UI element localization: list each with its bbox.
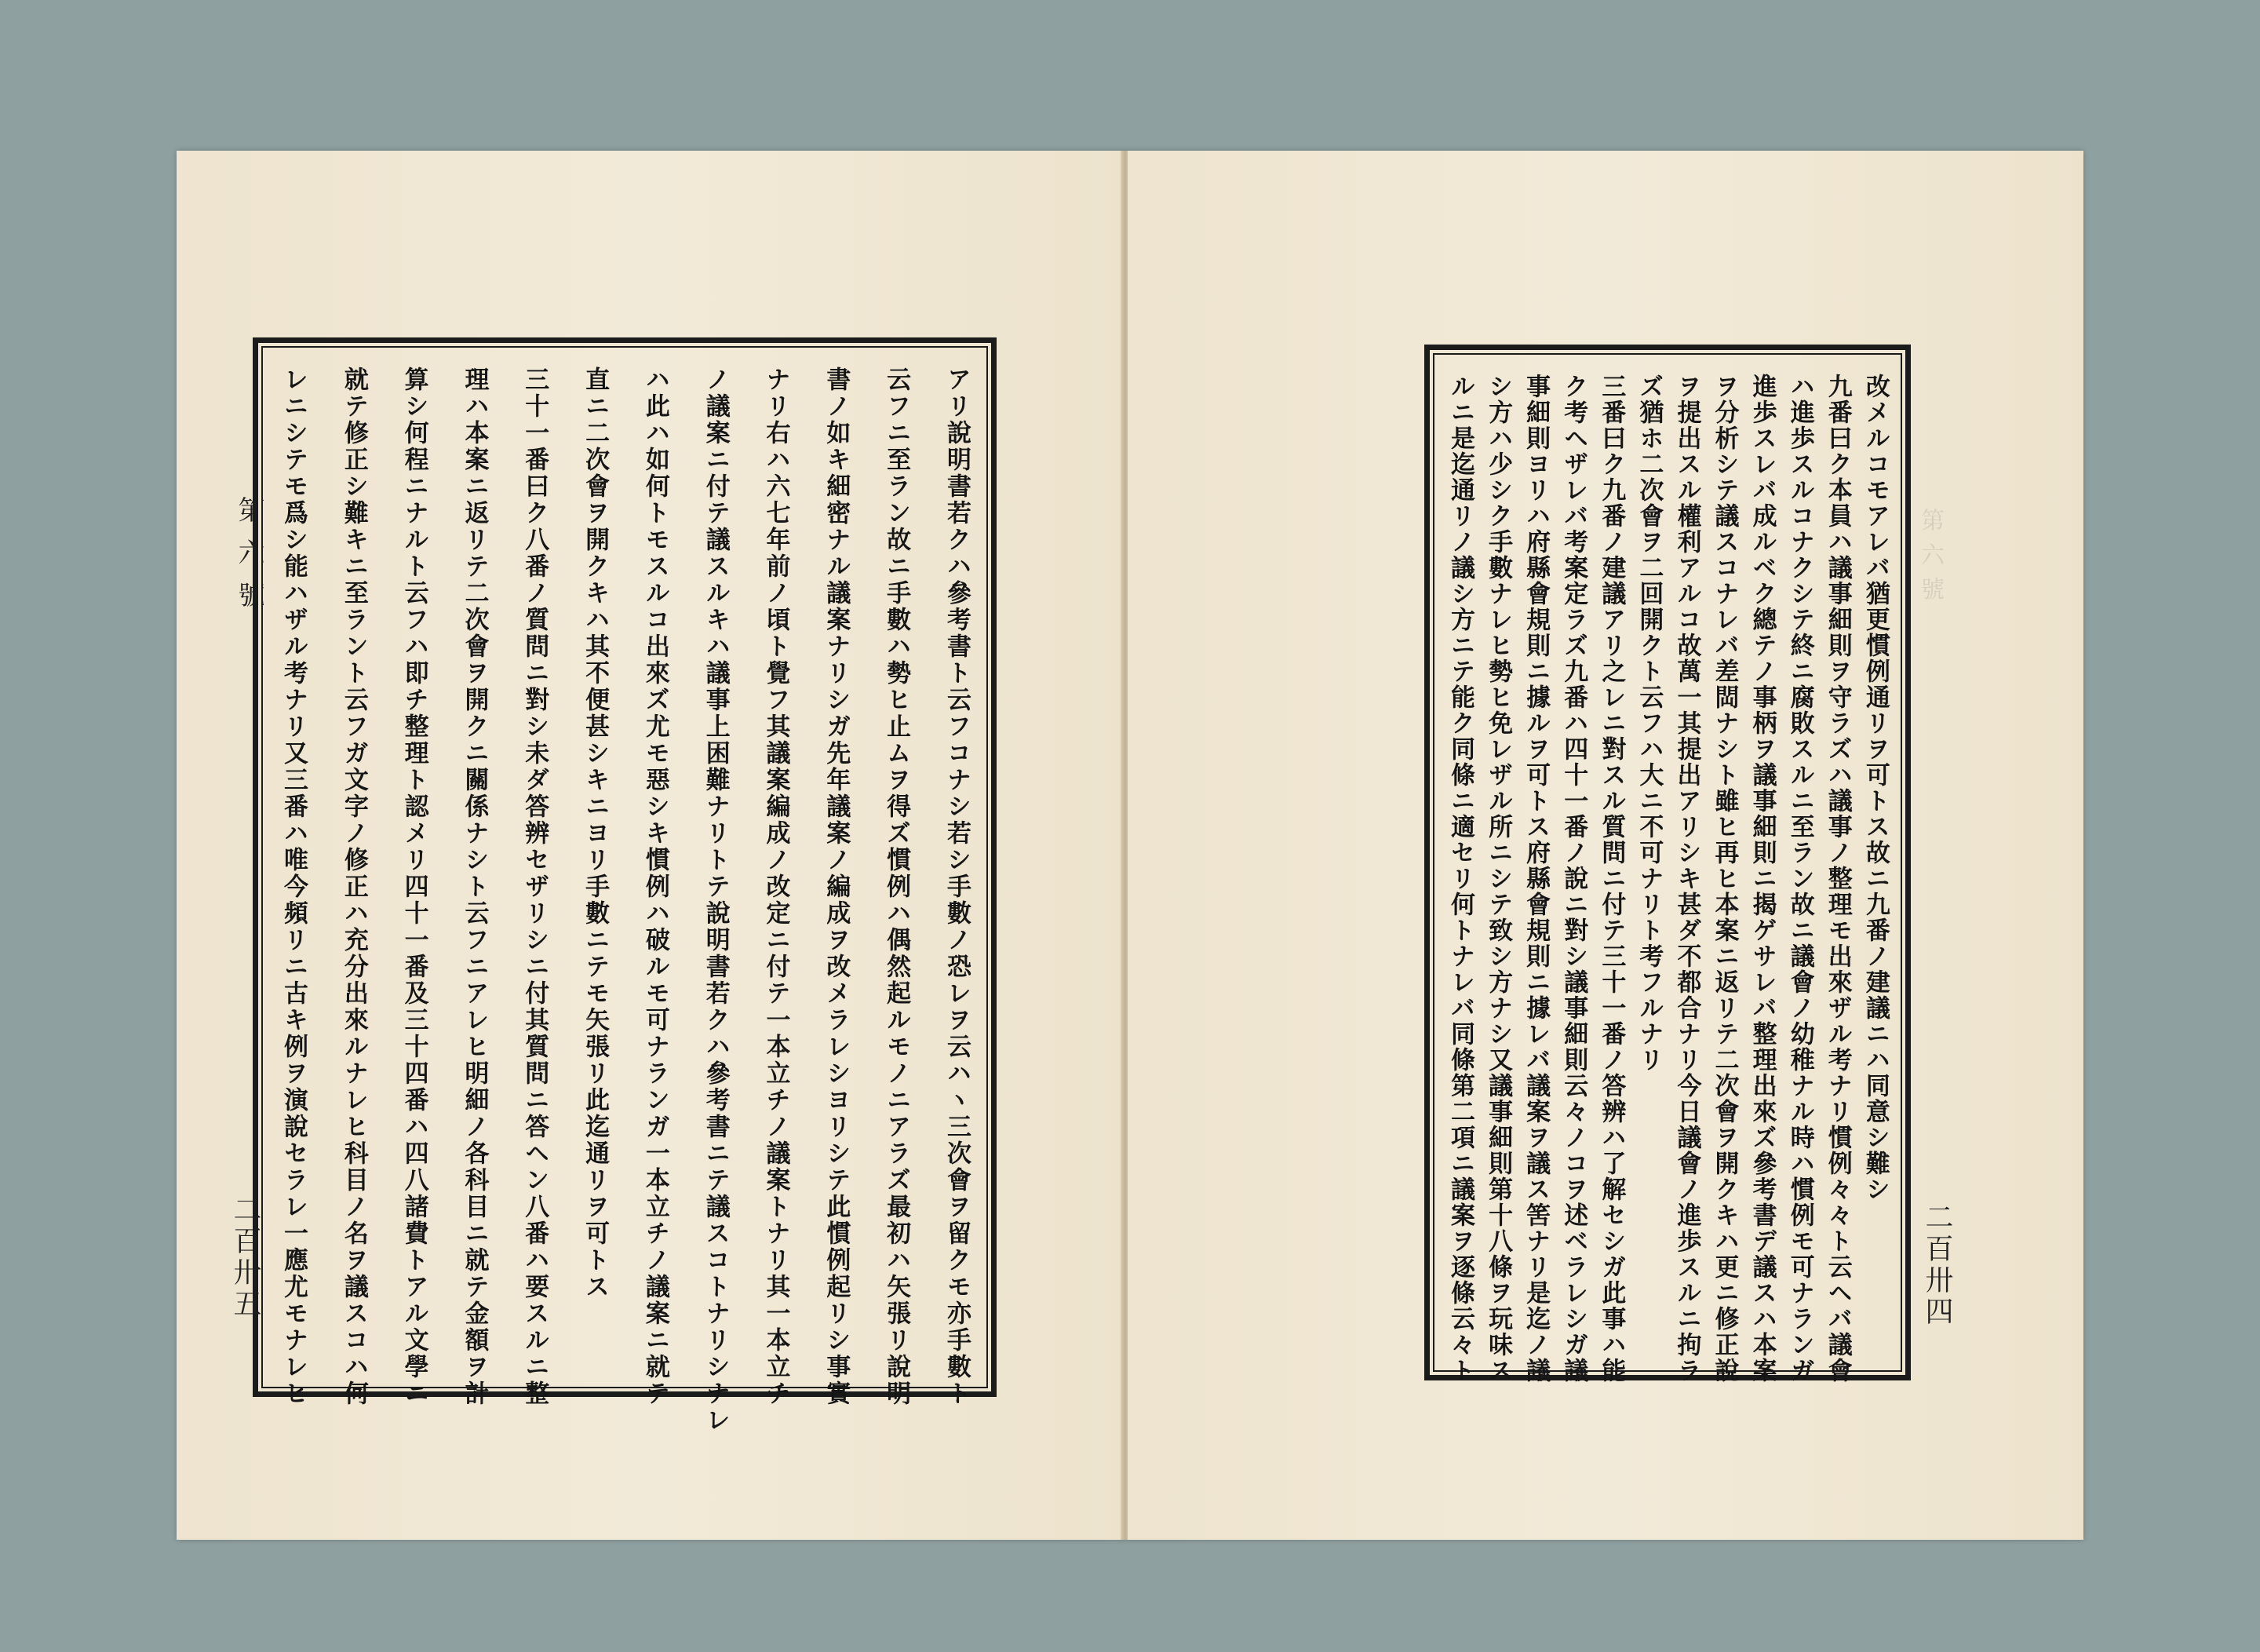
text-column: アリ說明書若クハ參考書ト云フコナシ若シ手數ノ恐レヲ云ハヽ三次會ヲ留クモ亦手數ト: [942, 367, 971, 1407]
text-column: 事細則ヨリハ府縣會規則ニ據ルヲ可トス府縣會規則ニ據レバ議案ヲ議ス筈ナリ是迄ノ議: [1522, 374, 1551, 1384]
text-column: ハ進歩スルコナクシテ終ニ腐敗スルニ至ラン故ニ議會ノ幼稚ナル時ハ慣例モ可ナランガ: [1785, 374, 1814, 1384]
faint-margin-title: 第六號: [1916, 508, 1944, 611]
text-column: 直ニ二次會ヲ開クキハ其不便甚シキニヨリ手數ニテモ矢張リ此迄通リヲ可トス: [581, 367, 610, 1300]
text-column: ナリ右ハ六七年前ノ頃ト覺フ其議案編成ノ改定ニ付テ一本立チノ議案トナリ其一本立チ: [761, 367, 790, 1407]
text-column: 書ノ如キ細密ナル議案ナリシガ先年議案ノ編成ヲ改メラレシヨリシテ此慣例起リシ事實: [822, 367, 851, 1407]
text-column: 三十一番曰ク八番ノ質問ニ對シ未ダ答辨セザリシニ付其質問ニ答ヘン八番ハ要スルニ整: [520, 367, 549, 1407]
text-column: 改メルコモアレバ猶更慣例通リヲ可トス故ニ九番ノ建議ニハ同意シ難シ: [1861, 374, 1890, 1202]
text-column: 三番曰ク九番ノ建議アリ之レニ對スル質問ニ付テ三十一番ノ答辨ハ了解セシガ此事ハ能: [1597, 374, 1626, 1384]
text-frame: [1424, 345, 1911, 1384]
text-column: 進歩スレバ成ルベク總テノ事柄ヲ議事細則ニ揭ゲサレバ整理出來ズ參考書デ議スハ本案: [1748, 374, 1777, 1384]
text-columns: [275, 367, 974, 1434]
page-number: 二百卅五: [229, 1194, 261, 1320]
text-column: 理ハ本案ニ返リテ二次會ヲ開クニ關係ナシト云フニアレヒ明細ノ各科目ニ就テ金額ヲ計: [460, 367, 489, 1407]
text-column: シ方ハ少シク手數ナレヒ勢ヒ免レザル所ニシテ致シ方ナシ又議事細則第十八條ヲ玩味ス: [1484, 374, 1513, 1384]
text-frame: [253, 337, 997, 1434]
left-page: [177, 151, 1122, 1540]
text-column: ノ議案ニ付テ議スルキハ議事上困難ナリトテ說明書若クハ參考書ニテ議スコトナリシナレ: [701, 367, 730, 1434]
text-column: ズ猶ホ二次會ヲ二回開クト云フハ大ニ不可ナリト考フルナリ: [1635, 374, 1664, 1073]
page-number: 二百卅四: [1921, 1202, 1953, 1328]
text-column: ヲ提出スル權利アルコ故萬一其提出アリシキ甚ダ不都合ナリ今日議會ノ進歩スルニ拘ラ: [1672, 374, 1701, 1384]
text-column: ルニ是迄通リノ議シ方ニテ能ク同條ニ適セリ何トナレバ同條第二項ニ議案ヲ逐條云々ト: [1446, 374, 1474, 1384]
text-column: 就テ修正シ難キニ至ラント云フガ文字ノ修正ハ充分出來ルナレヒ科目ノ名ヲ議スコハ何: [339, 367, 368, 1407]
text-columns: [1442, 374, 1893, 1384]
text-column: ヲ分析シテ議スコナレバ差閊ナシト雖ヒ再ヒ本案ニ返リテ二次會ヲ開クキハ更ニ修正說: [1710, 374, 1739, 1384]
text-column: レニシテモ爲シ能ハザル考ナリ又三番ハ唯今頻リニ古キ例ヲ演說セラレ一應尤モナレヒ: [279, 367, 308, 1407]
issue-title: 第六號: [233, 496, 264, 623]
text-column: 云フニ至ラン故ニ手數ハ勢ヒ止ムヲ得ズ慣例ハ偶然起ルモノニアラズ最初ハ矢張リ說明: [882, 367, 911, 1407]
right-page: [1128, 151, 2083, 1540]
text-column: 九番曰ク本員ハ議事細則ヲ守ラズハ議事ノ整理モ出來ザル考ナリ慣例々々ト云ヘバ議會: [1823, 374, 1852, 1384]
text-column: ク考ヘザレバ考案定ラズ九番ハ四十一番ノ說ニ對シ議事細則云々ノコヲ述ベラレシガ議: [1559, 374, 1588, 1384]
book-spread: [177, 151, 2083, 1540]
text-column: ハ此ハ如何トモスルコ出來ズ尤モ惡シキ慣例ハ破ルモ可ナランガ一本立チノ議案ニ就テ: [640, 367, 669, 1407]
text-column: 算シ何程ニナルト云フハ即チ整理ト認メリ四十一番及三十四番ハ四八諸費トアル文學ニ: [399, 367, 428, 1407]
